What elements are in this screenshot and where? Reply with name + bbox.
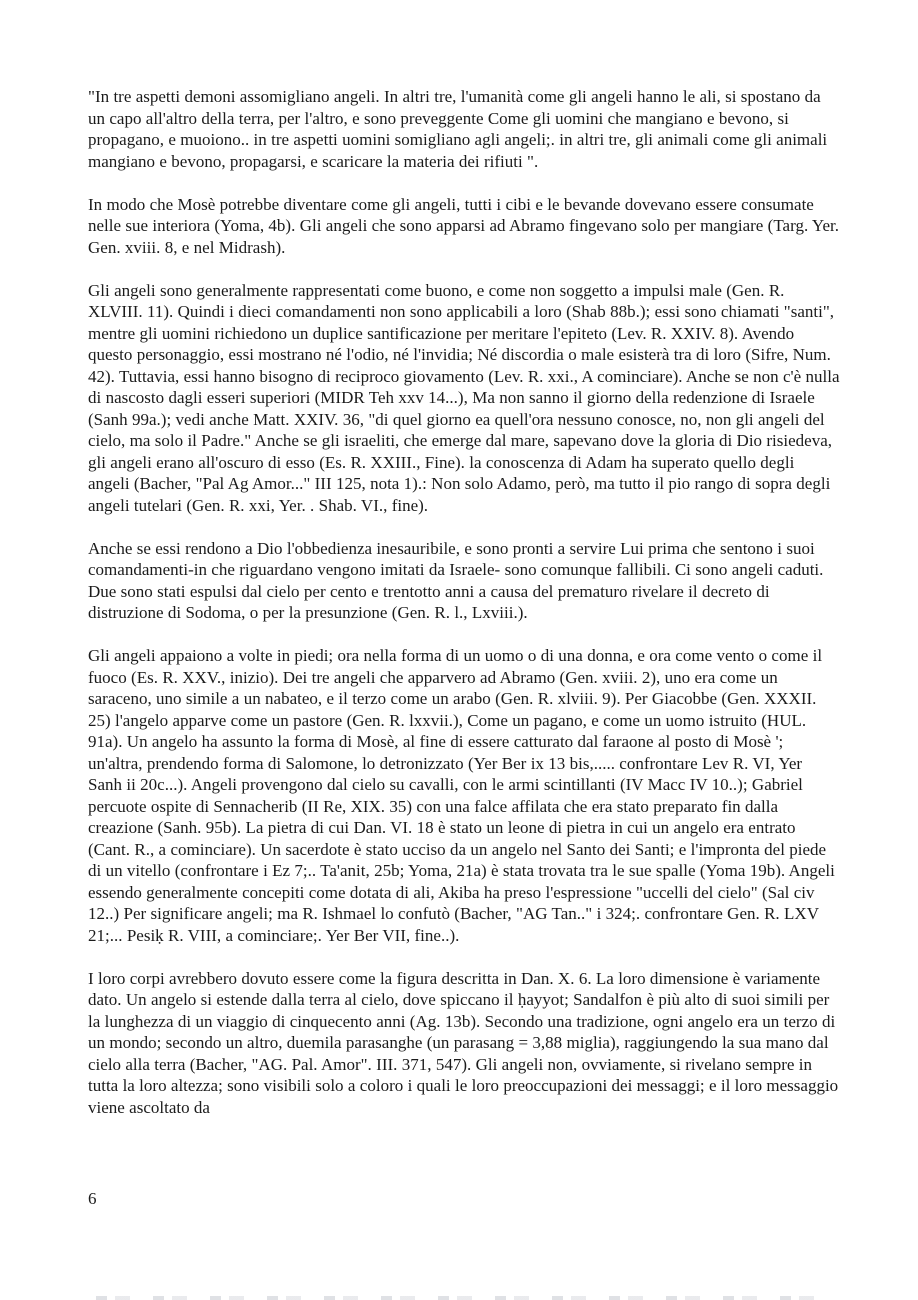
page-number: 6	[88, 1189, 97, 1208]
paragraph-demons-resemble-angels: "In tre aspetti demoni assomigliano angeli. In altri tre, l'umanità come gli angeli hanno le ali, si spostano da un capo all'altro della terra, per l'altro, e sono preveggente Come gli uomini che mangiano e bevono, si propagano, e muoiono.. in tre aspetti uomini somigliano agli angeli;. in altri tre, gli animali come gli animali mangiano e bevono, propagarsi, e scaricare la materia dei rifiuti ".	[88, 87, 828, 171]
paragraph-angels-good-nature: Gli angeli sono generalmente rappresentati come buono, e come non soggetto a impulsi male (Gen. R. XLVIII. 11). Quindi i dieci comandamenti non sono applicabili a loro (Shab 88b.); essi sono chiamati "santi", mentre gli uomini richiedono un duplice santificazione per meritare l'epiteto (Lev. R. XXIV. 8). Avendo questo personaggio, essi mostrano né l'odio, né l'invidia; Né discordia o male esisterà tra di loro (Sifre, Num. 42). Tuttavia, essi hanno bisogno di reciproco giovamento (Lev. R. xxi., A cominciare). Anche se non c'è nulla di nascosto dagli esseri superiori (MIDR Teh xxv 14...), Ma non sanno il giorno della redenzione di Israele (Sanh 99a.); vedi anche Matt. XXIV. 36, "di quel giorno ea quell'ora nessuno conosce, no, non gli angeli del cielo, ma solo il Padre." Anche se gli israeliti, che emerge dal mare, sapevano dove la gloria di Dio risiedeva, gli angeli erano all'oscuro di esso (Es. R. XXIII., Fine). la conoscenza di Adam ha superato quello degli angeli (Bacher, "Pal Ag Amor..." III 125, nota 1).: Non solo Adamo, però, ma tutto il pio rango di sopra degli angeli tutelari (Gen. R. xxi, Yer. . Shab. VI., fine).	[88, 280, 840, 515]
cutoff-next-line-fragment	[96, 1296, 826, 1300]
paragraph-moses-food: In modo che Mosè potrebbe diventare come gli angeli, tutti i cibi e le bevande dovevano essere consumate nelle sue interiora (Yoma, 4b). Gli angeli che sono apparsi ad Abramo fingevano solo per mangiare (Targ. Yer. Gen. xviii. 8, e nel Midrash).	[88, 194, 840, 257]
paragraph-angel-appearances: Gli angeli appaiono a volte in piedi; ora nella forma di un uomo o di una donna, e ora come vento o come il fuoco (Es. R. XXV., inizio). Dei tre angeli che apparvero ad Abramo (Gen. xviii. 2), uno era come un saraceno, uno simile a un nabateo, e il terzo come un arabo (Gen. R. xlviii. 9). Per Giacobbe (Gen. XXXII. 25) l'angelo apparve come un pastore (Gen. R. lxxvii.), Come un pagano, e come un uomo istruito (HUL. 91a). Un angelo ha assunto la forma di Mosè, al fine di essere catturato dal faraone al posto di Mosè '; un'altra, prendendo forma di Salomone, lo detronizzato (Yer Ber ix 13 bis,..... confrontare Lev R. VI, Yer Sanh ii 20c...). Angeli provengono dal cielo su cavalli, con le armi scintillanti (IV Macc IV 10..); Gabriel percuote ospite di Sennacherib (II Re, XIX. 35) con una falce affilata che era stato preparato fin dalla creazione (Sanh. 95b). La pietra di cui Dan. VI. 18 è stato un leone di pietra in cui un angelo era entrato (Cant. R., a cominciare). Un sacerdote è stato ucciso da un angelo nel Santo dei Santi; e l'impronta del piede di un vitello (confrontare i Ez 7;.. Ta'anit, 25b; Yoma, 21a) è stata trovata tra le sue spalle (Yoma 19b). Angeli essendo generalmente concepiti come dotata di ali, Akiba ha preso l'espressione "uccelli del cielo" (Sal civ 12..) Per significare angeli; ma R. Ishmael lo confutò (Bacher, "AG Tan.." i 324;. confrontare Gen. R. LXV 21;... Pesiḳ R. VIII, a cominciare;. Yer Ber VII, fine..).	[88, 646, 835, 945]
paragraph-angel-bodies-size: I loro corpi avrebbero dovuto essere come la figura descritta in Dan. X. 6. La loro dimensione è variamente dato. Un angelo si estende dalla terra al cielo, dove spiccano il ḥayyot; Sandalfon è più alto di suoi simili per la lunghezza di un viaggio di cinquecento anni (Ag. 13b). Secondo una tradizione, ogni angelo era un terzo di un mondo; secondo un altro, duemila parasanghe (un parasang = 3,88 miglia), raggiungendo la sua mano dal cielo alla terra (Bacher, "AG. Pal. Amor". III. 371, 547). Gli angeli non, ovviamente, si rivelano sempre in tutta la loro altezza; sono visibili solo a coloro i quali le loro preoccupazioni dei messaggi; e il loro messaggio viene ascoltato da	[88, 968, 839, 1117]
page-content	[88, 86, 840, 1140]
paragraph-fallen-angels: Anche se essi rendono a Dio l'obbedienza inesauribile, e sono pronti a servire Lui prima che sentono i suoi comandamenti-in che riguardano vengono imitati da Israele- sono comunque fallibili. Ci sono angeli caduti. Due sono stati espulsi dal cielo per cento e trentotto anni a causa del prematuro rivelare il decreto di distruzione di Sodoma, o per la presunzione (Gen. R. l., Lxviii.).	[88, 538, 824, 622]
